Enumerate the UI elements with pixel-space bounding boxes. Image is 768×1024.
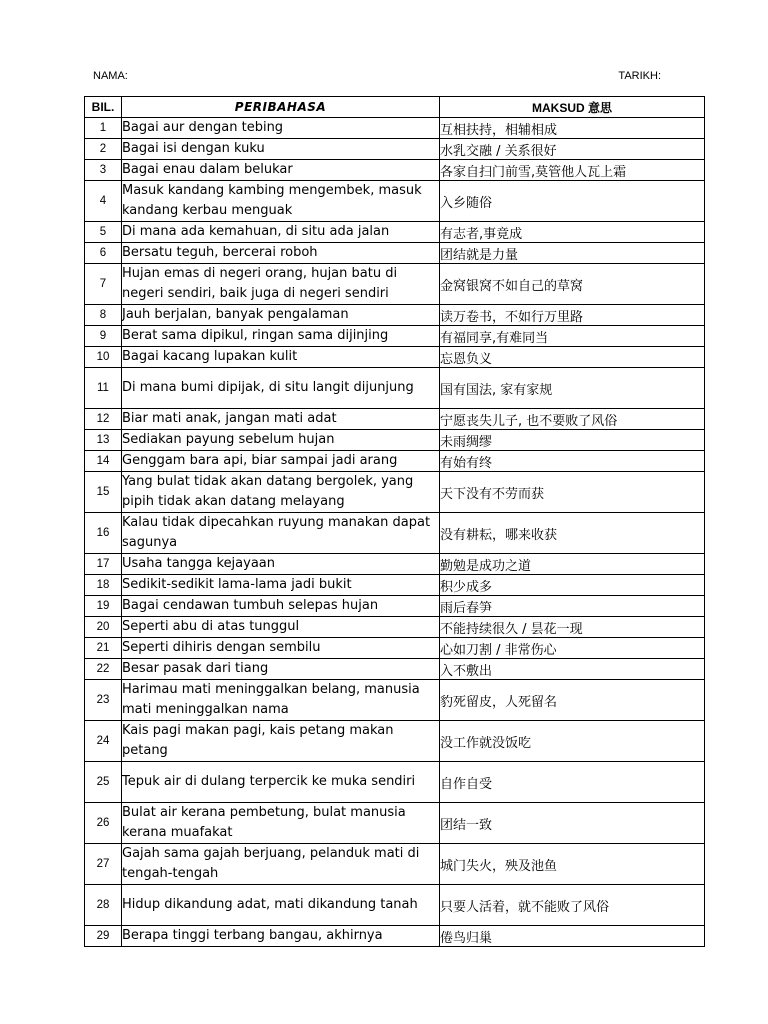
table-row [85, 430, 705, 451]
row-number: 6 [85, 243, 122, 264]
table-row [85, 596, 705, 617]
table-row [85, 472, 705, 513]
row-number: 28 [85, 885, 122, 926]
table-header-row [85, 97, 705, 118]
table-row [85, 844, 705, 885]
maksud-cell: 水乳交融 / 关系很好 [440, 139, 705, 160]
peribahasa-cell: Besar pasak dari tiang [122, 659, 440, 680]
tarikh-label: TARIKH: [618, 70, 661, 82]
maksud-cell: 自作自受 [440, 762, 705, 803]
peribahasa-cell: Genggam bara api, biar sampai jadi arang [122, 451, 440, 472]
peribahasa-cell: Bulat air kerana pembetung, bulat manusia kerana muafakat [122, 803, 440, 844]
row-number: 10 [85, 347, 122, 368]
peribahasa-cell: Tepuk air di dulang terpercik ke muka sendiri [122, 762, 440, 803]
peribahasa-cell: Yang bulat tidak akan datang bergolek, yang pipih tidak akan datang melayang [122, 472, 440, 513]
row-number: 19 [85, 596, 122, 617]
table-row [85, 181, 705, 222]
row-number: 2 [85, 139, 122, 160]
table-row [85, 638, 705, 659]
maksud-cell: 天下没有不劳而获 [440, 472, 705, 513]
table-row [85, 326, 705, 347]
table-row [85, 659, 705, 680]
peribahasa-cell: Sedikit-sedikit lama-lama jadi bukit [122, 575, 440, 596]
maksud-cell: 勤勉是成功之道 [440, 554, 705, 575]
maksud-cell: 有志者,事竟成 [440, 222, 705, 243]
row-number: 25 [85, 762, 122, 803]
peribahasa-cell: Bagai enau dalam belukar [122, 160, 440, 181]
table-row [85, 926, 705, 947]
table-row [85, 347, 705, 368]
table-row [85, 451, 705, 472]
maksud-cell: 雨后春笋 [440, 596, 705, 617]
table-row [85, 575, 705, 596]
row-number: 5 [85, 222, 122, 243]
row-number: 18 [85, 575, 122, 596]
table-row [85, 554, 705, 575]
row-number: 3 [85, 160, 122, 181]
table-row [85, 762, 705, 803]
maksud-cell: 没有耕耘，哪来收获 [440, 513, 705, 554]
row-number: 26 [85, 803, 122, 844]
row-number: 29 [85, 926, 122, 947]
column-header-peribahasa: PERIBAHASA [122, 97, 440, 118]
peribahasa-cell: Usaha tangga kejayaan [122, 554, 440, 575]
row-number: 20 [85, 617, 122, 638]
table-row [85, 803, 705, 844]
table-row [85, 222, 705, 243]
peribahasa-cell: Sediakan payung sebelum hujan [122, 430, 440, 451]
row-number: 11 [85, 368, 122, 409]
peribahasa-cell: Jauh berjalan, banyak pengalaman [122, 305, 440, 326]
peribahasa-cell: Berat sama dipikul, ringan sama dijinjing [122, 326, 440, 347]
maksud-cell: 宁愿丧失儿子, 也不要败了风俗 [440, 409, 705, 430]
table-row [85, 118, 705, 139]
maksud-cell: 只要人活着，就不能败了风俗 [440, 885, 705, 926]
row-number: 1 [85, 118, 122, 139]
peribahasa-cell: Seperti abu di atas tunggul [122, 617, 440, 638]
maksud-cell: 团结就是力量 [440, 243, 705, 264]
row-number: 12 [85, 409, 122, 430]
table-row [85, 160, 705, 181]
row-number: 24 [85, 721, 122, 762]
maksud-cell: 有福同享,有难同当 [440, 326, 705, 347]
maksud-cell: 豹死留皮，人死留名 [440, 680, 705, 721]
table-row [85, 139, 705, 160]
peribahasa-cell: Gajah sama gajah berjuang, pelanduk mati di tengah-tengah [122, 844, 440, 885]
table-body [85, 118, 705, 947]
nama-label: NAMA: [93, 70, 128, 82]
peribahasa-cell: Bagai cendawan tumbuh selepas hujan [122, 596, 440, 617]
maksud-cell: 没工作就没饭吃 [440, 721, 705, 762]
peribahasa-cell: Bagai isi dengan kuku [122, 139, 440, 160]
maksud-cell: 心如刀割 / 非常伤心 [440, 638, 705, 659]
table-row [85, 721, 705, 762]
row-number: 15 [85, 472, 122, 513]
peribahasa-cell: Bersatu teguh, bercerai roboh [122, 243, 440, 264]
row-number: 17 [85, 554, 122, 575]
row-number: 22 [85, 659, 122, 680]
row-number: 21 [85, 638, 122, 659]
peribahasa-cell: Kalau tidak dipecahkan ruyung manakan dapat sagunya [122, 513, 440, 554]
maksud-cell: 城门失火，殃及池鱼 [440, 844, 705, 885]
peribahasa-cell: Biar mati anak, jangan mati adat [122, 409, 440, 430]
table-row [85, 513, 705, 554]
row-number: 23 [85, 680, 122, 721]
peribahasa-cell: Bagai kacang lupakan kulit [122, 347, 440, 368]
maksud-cell: 互相扶持，相辅相成 [440, 118, 705, 139]
peribahasa-cell: Masuk kandang kambing mengembek, masuk kandang kerbau menguak [122, 181, 440, 222]
table-row [85, 264, 705, 305]
table-row [85, 680, 705, 721]
maksud-cell: 团结一致 [440, 803, 705, 844]
column-header-maksud: MAKSUD 意思 [440, 97, 705, 118]
row-number: 16 [85, 513, 122, 554]
row-number: 4 [85, 181, 122, 222]
row-number: 7 [85, 264, 122, 305]
table-row [85, 885, 705, 926]
peribahasa-cell: Harimau mati meninggalkan belang, manusia mati meninggalkan nama [122, 680, 440, 721]
row-number: 13 [85, 430, 122, 451]
column-header-bil: BIL. [85, 97, 122, 118]
peribahasa-cell: Seperti dihiris dengan sembilu [122, 638, 440, 659]
row-number: 27 [85, 844, 122, 885]
maksud-cell: 未雨绸缪 [440, 430, 705, 451]
row-number: 8 [85, 305, 122, 326]
maksud-cell: 忘恩负义 [440, 347, 705, 368]
peribahasa-cell: Bagai aur dengan tebing [122, 118, 440, 139]
peribahasa-cell: Berapa tinggi terbang bangau, akhirnya [122, 926, 440, 947]
maksud-cell: 读万卷书，不如行万里路 [440, 305, 705, 326]
peribahasa-cell: Di mana bumi dipijak, di situ langit dijunjung [122, 368, 440, 409]
table-row [85, 243, 705, 264]
maksud-cell: 积少成多 [440, 575, 705, 596]
row-number: 14 [85, 451, 122, 472]
table-row [85, 409, 705, 430]
peribahasa-cell: Di mana ada kemahuan, di situ ada jalan [122, 222, 440, 243]
peribahasa-table [84, 96, 705, 947]
table-row [85, 305, 705, 326]
row-number: 9 [85, 326, 122, 347]
worksheet-header [93, 70, 661, 86]
peribahasa-cell: Kais pagi makan pagi, kais petang makan petang [122, 721, 440, 762]
peribahasa-cell: Hujan emas di negeri orang, hujan batu di negeri sendiri, baik juga di negeri sendiri [122, 264, 440, 305]
table-row [85, 617, 705, 638]
maksud-cell: 国有国法, 家有家规 [440, 368, 705, 409]
maksud-cell: 不能持续很久 / 昙花一现 [440, 617, 705, 638]
maksud-cell: 有始有终 [440, 451, 705, 472]
maksud-cell: 入乡随俗 [440, 181, 705, 222]
maksud-cell: 倦鸟归巢 [440, 926, 705, 947]
table-row [85, 368, 705, 409]
maksud-cell: 金窝银窝不如自己的草窝 [440, 264, 705, 305]
maksud-cell: 入不敷出 [440, 659, 705, 680]
maksud-cell: 各家自扫门前雪,莫管他人瓦上霜 [440, 160, 705, 181]
peribahasa-cell: Hidup dikandung adat, mati dikandung tanah [122, 885, 440, 926]
